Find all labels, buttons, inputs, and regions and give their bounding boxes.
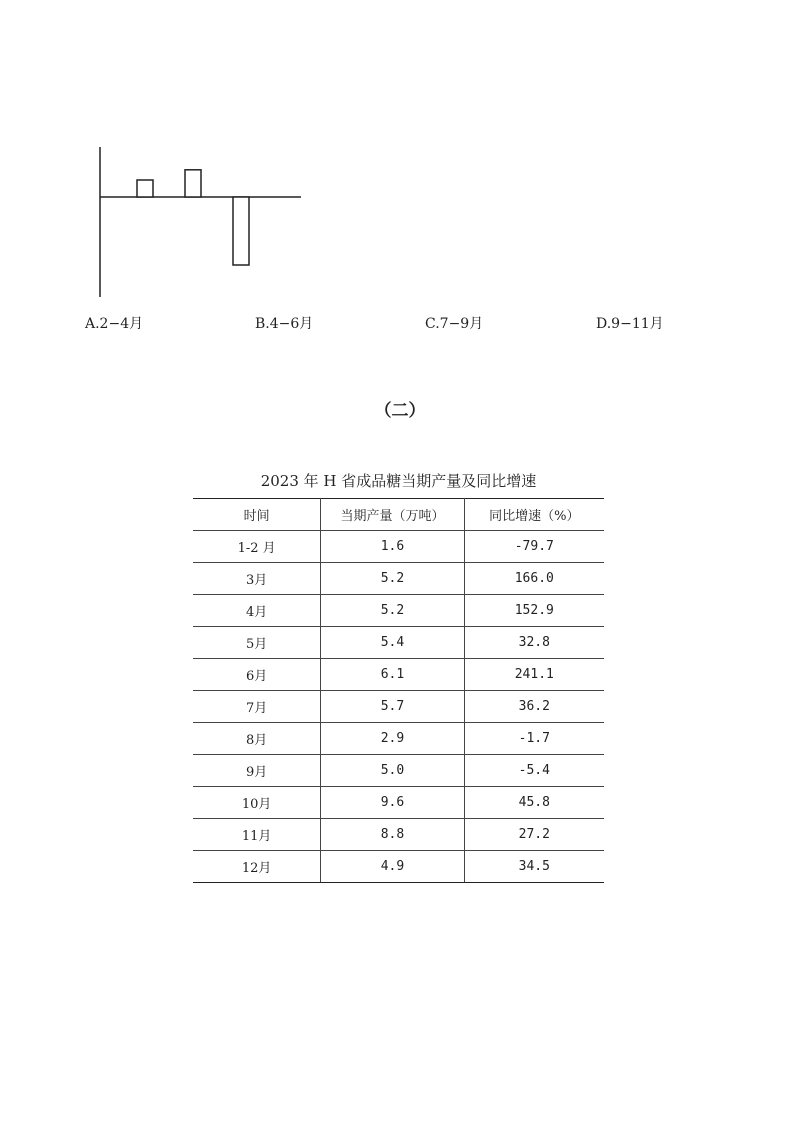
- chart-bar-2: [185, 170, 201, 197]
- section-title: （二）: [374, 401, 426, 421]
- chart-bar-1: [137, 180, 153, 197]
- cell-growth: 45.8: [464, 787, 604, 819]
- cell-time: 1-2 月: [193, 531, 321, 563]
- table-row: [193, 723, 604, 755]
- cell-production: 5.0: [321, 755, 464, 787]
- table-row: [193, 563, 604, 595]
- table-row: [193, 659, 604, 691]
- table-row: [193, 819, 604, 851]
- option-a-label: A.2−4月: [85, 316, 144, 332]
- table-header-row: [193, 499, 604, 531]
- cell-growth: 166.0: [464, 563, 604, 595]
- cell-time: 5月: [193, 627, 321, 659]
- option-a-bar-chart: [0, 0, 320, 300]
- table-row: [193, 691, 604, 723]
- option-d-label: D.9−11月: [596, 316, 664, 332]
- table-row: [193, 755, 604, 787]
- cell-production: 8.8: [321, 819, 464, 851]
- cell-growth: 27.2: [464, 819, 604, 851]
- cell-growth: -1.7: [464, 723, 604, 755]
- cell-time: 10月: [193, 787, 321, 819]
- cell-production: 2.9: [321, 723, 464, 755]
- cell-growth: 36.2: [464, 691, 604, 723]
- table-row: [193, 531, 604, 563]
- sugar-production-table: [193, 498, 604, 883]
- cell-time: 3月: [193, 563, 321, 595]
- cell-production: 9.6: [321, 787, 464, 819]
- cell-growth: 34.5: [464, 851, 604, 883]
- cell-production: 5.2: [321, 563, 464, 595]
- cell-time: 7月: [193, 691, 321, 723]
- cell-production: 5.4: [321, 627, 464, 659]
- table-row: [193, 627, 604, 659]
- cell-growth: -79.7: [464, 531, 604, 563]
- table-row: [193, 787, 604, 819]
- cell-growth: 32.8: [464, 627, 604, 659]
- table-row: [193, 595, 604, 627]
- cell-time: 6月: [193, 659, 321, 691]
- option-c-label: C.7−9月: [425, 316, 484, 332]
- cell-growth: -5.4: [464, 755, 604, 787]
- cell-growth: 152.9: [464, 595, 604, 627]
- header-production: 当期产量（万吨）: [321, 499, 464, 531]
- cell-production: 4.9: [321, 851, 464, 883]
- header-time: 时间: [193, 499, 321, 531]
- table-row: [193, 851, 604, 883]
- cell-time: 4月: [193, 595, 321, 627]
- cell-production: 5.7: [321, 691, 464, 723]
- option-b-label: B.4−6月: [255, 316, 314, 332]
- cell-production: 1.6: [321, 531, 464, 563]
- cell-time: 11月: [193, 819, 321, 851]
- table-title: 2023 年 H 省成品糖当期产量及同比增速: [260, 472, 537, 490]
- header-growth: 同比增速（%）: [464, 499, 604, 531]
- cell-production: 6.1: [321, 659, 464, 691]
- cell-time: 12月: [193, 851, 321, 883]
- cell-time: 9月: [193, 755, 321, 787]
- cell-growth: 241.1: [464, 659, 604, 691]
- chart-bar-3: [233, 197, 249, 265]
- cell-time: 8月: [193, 723, 321, 755]
- cell-production: 5.2: [321, 595, 464, 627]
